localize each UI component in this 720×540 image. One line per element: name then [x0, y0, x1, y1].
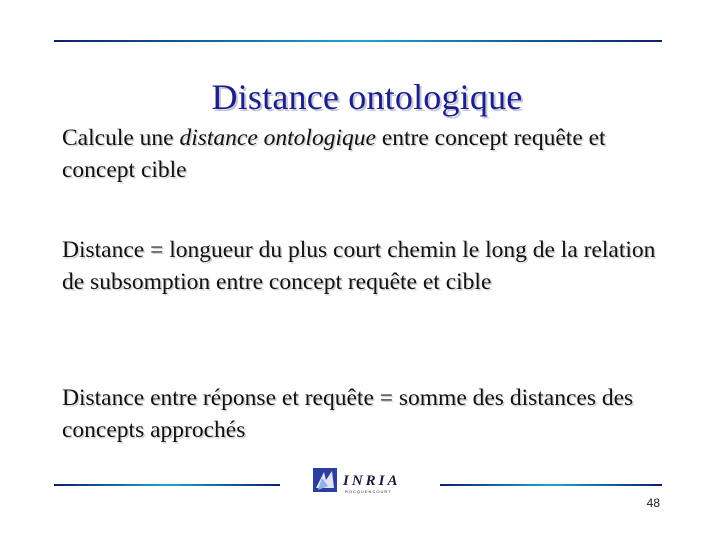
- logo-wordmark: INRIA: [343, 473, 401, 489]
- top-divider: [54, 40, 662, 42]
- paragraph-1: [62, 122, 682, 186]
- bottom-divider-right: [440, 484, 662, 486]
- paragraph-1-emphasis: distance ontologique: [179, 125, 376, 151]
- inria-logo: [312, 466, 424, 496]
- logo-subtext: ROCQUENCOURT: [345, 489, 392, 494]
- bottom-divider-left: [54, 484, 280, 486]
- paragraph-2: Distance = longueur du plus court chemin le long de la relation de subsomption entre concept requête et cible: [62, 237, 656, 295]
- paragraph-1-post: entre concept requête et concept cible: [62, 125, 606, 183]
- paragraph-3: Distance entre réponse et requête = somme des distances des concepts approchés: [62, 385, 634, 443]
- paragraph-1-pre: Calcule une: [62, 125, 180, 151]
- page-number: 48: [646, 496, 660, 510]
- slide-title: Distance ontologique: [211, 77, 523, 117]
